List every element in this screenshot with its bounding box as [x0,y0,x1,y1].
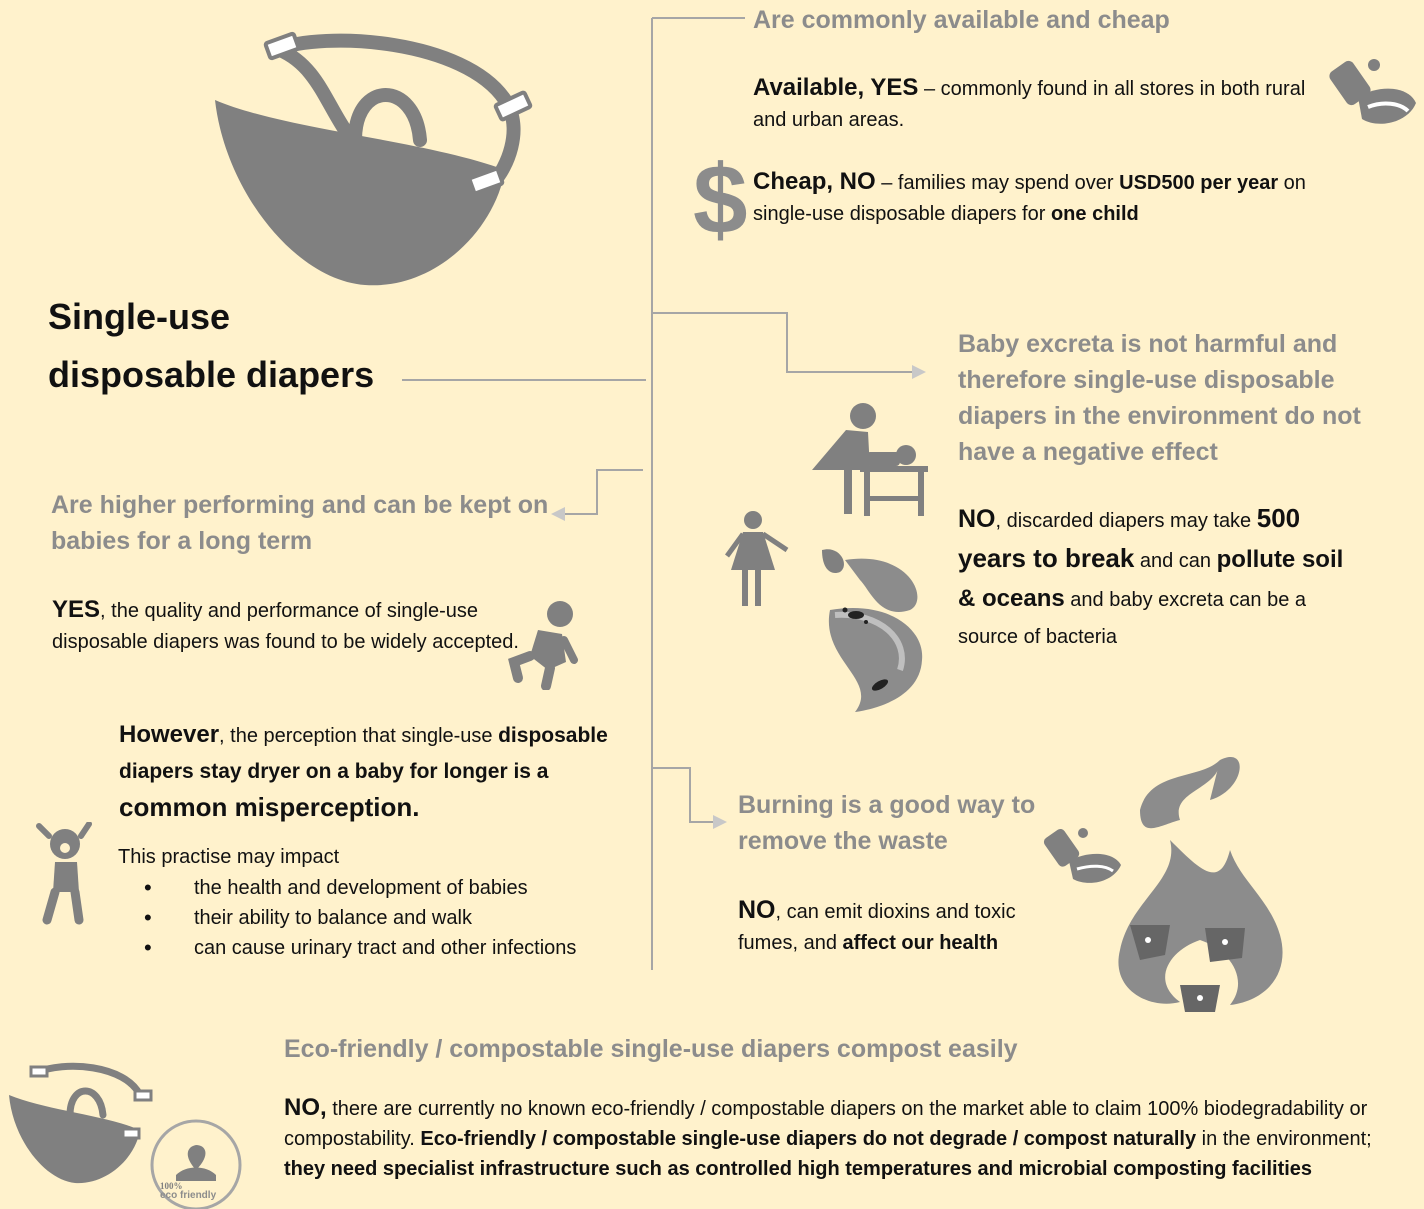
diaper-icon-small [5,1055,155,1185]
list-item: • the health and development of babies [118,873,598,903]
available-text: Available, YES – commonly found in all stores in both rural and urban areas. [753,74,1306,131]
available-cheap-heading: Are commonly available and cheap [753,6,1170,34]
eco-heading: Eco-friendly / compostable single-use diapers compost easily [284,1035,1018,1063]
cheap-text: Cheap, NO – families may spend over USD500 per year on single-use disposable diapers for one child [753,168,1306,225]
baby-crawling-icon [508,600,580,690]
performance-heading: Are higher performing and can be kept on babies for a long term [51,491,549,555]
impact-intro: This practise may impact [118,846,340,868]
list-item: • can cause urinary tract and other infections [118,933,598,963]
excreta-text: NO, discarded diapers may take 500 years to break and can pollute soil & oceans and baby excreta can be a source of bacteria [958,503,1344,648]
excreta-heading: Baby excreta is not harmful and therefore single-use disposable diapers in the environment do not have a negative effect [958,330,1361,466]
however-text: However, the perception that single-use disposable diapers stay dryer on a baby for longer is a common misperception. [119,721,608,822]
burning-heading: Burning is a good way to remove the waste [738,791,1036,855]
impact-list [118,873,598,963]
burning-text: NO, can emit dioxins and toxic fumes, and affect our health [738,896,1016,954]
eco-text: NO, there are currently no known eco-friendly / compostable diapers on the market able to claim 100% biodegradability or compostability. Eco-friendly / compostable single-use diapers do not degrade / compost naturally in the environment; they need specialist infrastructure such as controlled high temperatures and microbial composting facilities [284,1094,1372,1180]
performance-yes-text: YES, the quality and performance of single-use disposable diapers was found to be widely accepted. [52,596,519,653]
changing-table-icon [808,400,933,520]
dollar-icon: $ [693,144,748,254]
badge-percent: 100% [160,1181,183,1191]
badge-label: eco friendly [160,1190,217,1201]
fire-icon [1110,750,1290,1015]
child-icon [725,510,790,610]
crying-baby-icon [35,822,95,927]
page-title: Single-use disposable diapers [48,296,375,395]
polluted-water-icon [810,540,930,715]
list-item: • their ability to balance and walk [118,903,598,933]
eco-friendly-badge [146,1115,246,1209]
diaper-disposal-icon [1328,55,1418,130]
diaper-icon [205,20,545,295]
